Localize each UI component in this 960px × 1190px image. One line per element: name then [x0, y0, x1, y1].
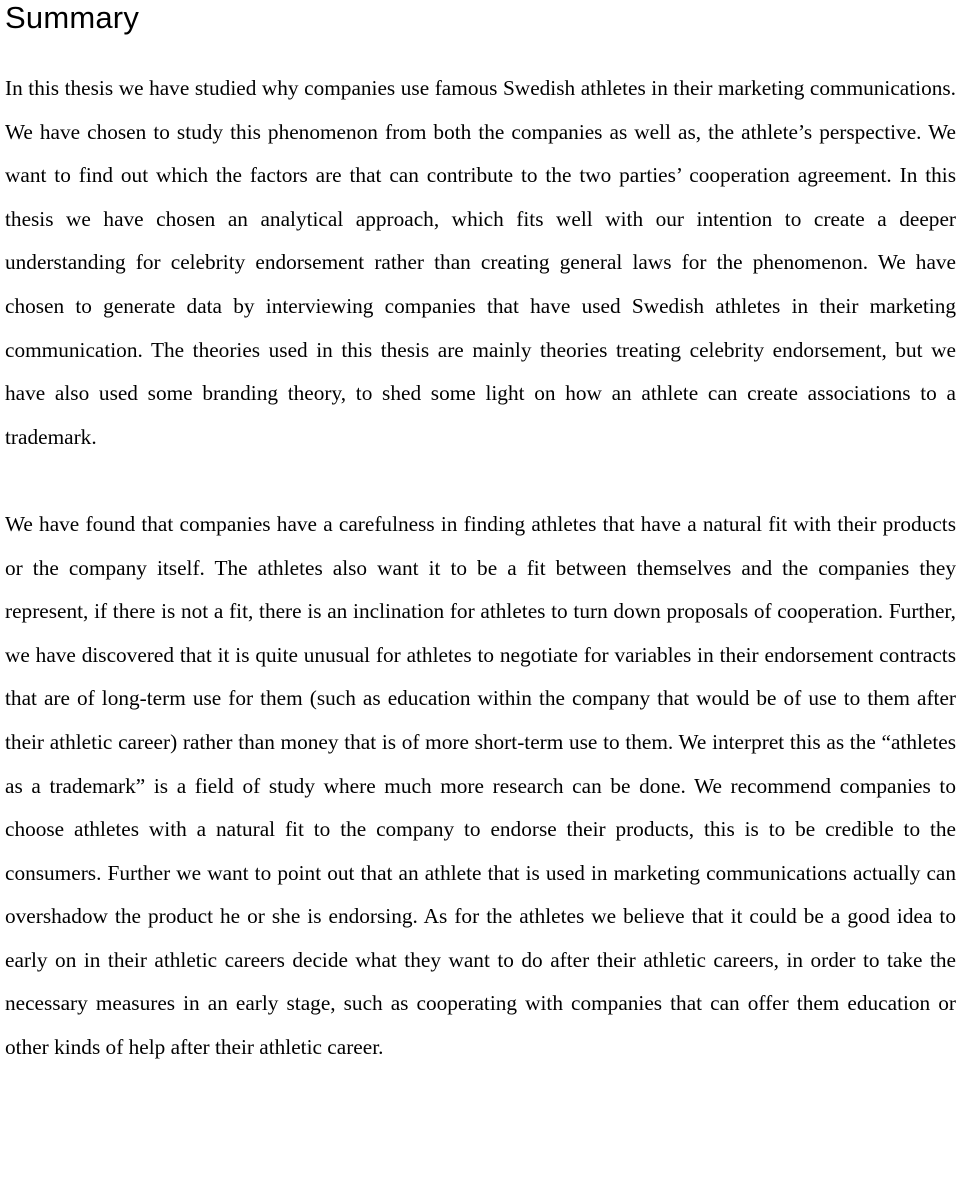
summary-paragraph-1: In this thesis we have studied why companies use famous Swedish athletes in their marketing communications. We have chosen to study this phenomenon from both the companies as well as, the athlete’s perspective. We want to find out which the factors are that can contribute to the two parties’ cooperation agreement. In this thesis we have chosen an analytical approach, which fits well with our intention to create a deeper understanding for celebrity endorsement rather than creating general laws for the phenomenon. We have chosen to generate data by interviewing companies that have used Swedish athletes in their marketing communication. The theories used in this thesis are mainly theories treating celebrity endorsement, but we have also used some branding theory, to shed some light on how an athlete can create associations to a trademark.: [5, 76, 956, 449]
summary-paragraph-2: We have found that companies have a carefulness in finding athletes that have a natural fit with their products or the company itself. The athletes also want it to be a fit between themselves and the companies they represent, if there is not a fit, there is an inclination for athletes to turn down proposals of cooperation. Further, we have discovered that it is quite unusual for athletes to negotiate for variables in their endorsement contracts that are of long-term use for them (such as education within the company that would be of use to them after their athletic career) rather than money that is of more short-term use to them. We interpret this as the “athletes as a trademark” is a field of study where much more research can be done. We recommend companies to choose athletes with a natural fit to the company to endorse their products, this is to be credible to the consumers. Further we want to point out that an athlete that is used in marketing communications actually can overshadow the product he or she is endorsing. As for the athletes we believe that it could be a good idea to early on in their athletic careers decide what they want to do after their athletic careers, in order to take the necessary measures in an early stage, such as cooperating with companies that can offer them education or other kinds of help after their athletic career.: [5, 511, 956, 1060]
page-title: Summary: [5, 0, 140, 35]
